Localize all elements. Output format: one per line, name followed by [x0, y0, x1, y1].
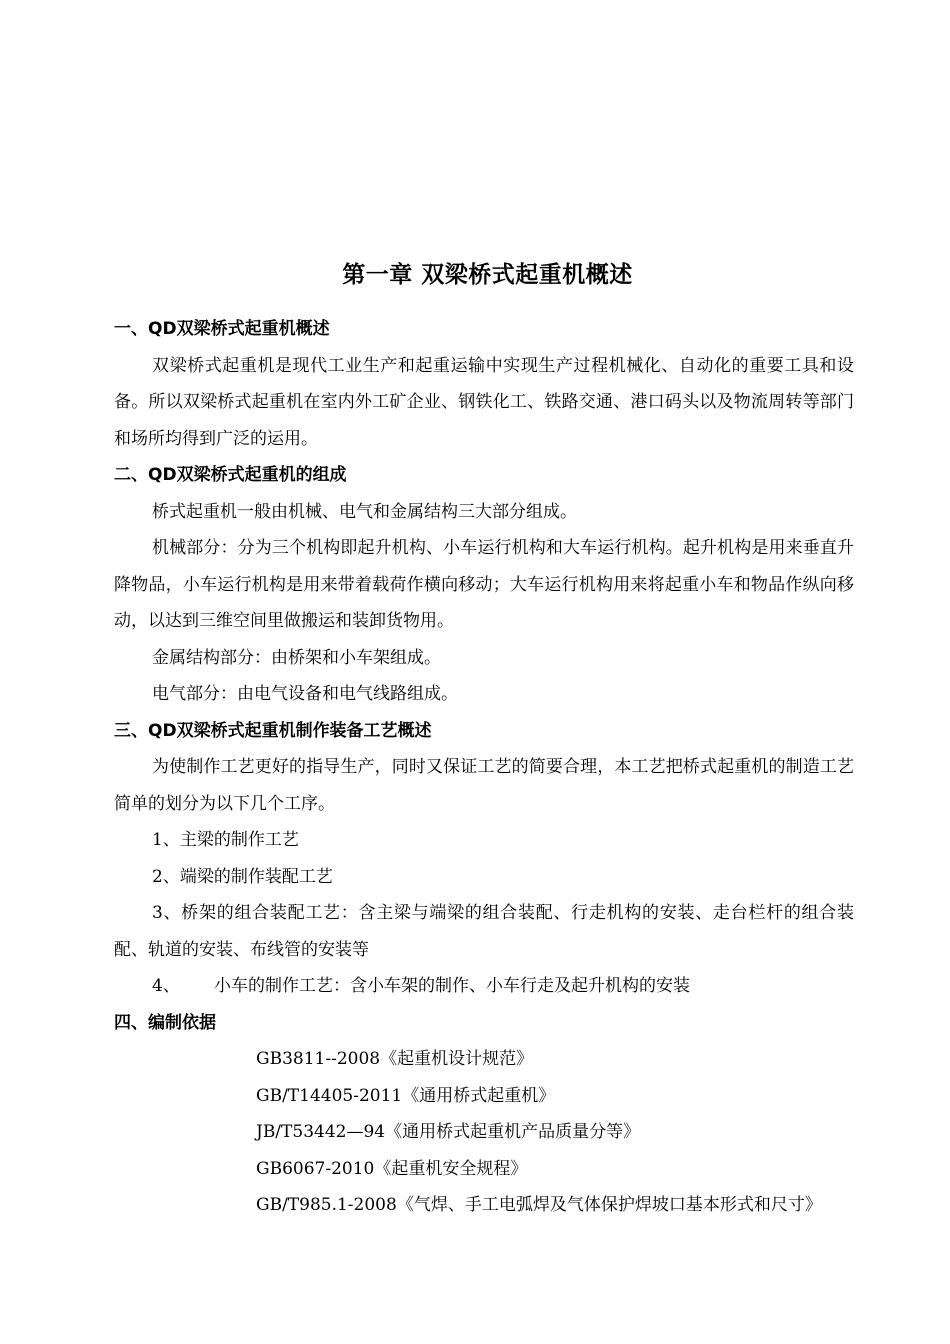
list-item: 1、主梁的制作工艺: [152, 830, 299, 850]
paragraph: 为使制作工艺更好的指导生产，同时又保证工艺的简要合理，本工艺把桥式起重机的制造工艺简单的划分为以下几个工序。: [114, 757, 854, 814]
paragraph: 桥式起重机一般由机械、电气和金属结构三大部分组成。: [152, 501, 577, 522]
list-item: [114, 968, 854, 1005]
reference-item: GB/T14405-2011《通用桥式起重机》: [256, 1085, 556, 1106]
document-body: [114, 311, 854, 1224]
section-heading-4: 四、编制依据: [114, 1012, 216, 1033]
paragraph: 双梁桥式起重机是现代工业生产和起重运输中实现生产过程机械化、自动化的重要工具和设备。所以双梁桥式起重机在室内外工矿企业、钢铁化工、铁路交通、港口码头以及物流周转等部门和场所均得到广泛的运用。: [114, 355, 854, 449]
list-item: 3、桥架的组合装配工艺：含主梁与端梁的组合装配、行走机构的安装、走台栏杆的组合装配、轨道的安装、布线管的安装等: [114, 903, 854, 960]
reference-item: GB/T985.1-2008《气焊、手工电弧焊及气体保护焊坡口基本形式和尺寸》: [256, 1195, 822, 1215]
list-item-number: 4、: [152, 976, 180, 996]
section-heading-3: 三、QD双梁桥式起重机制作装备工艺概述: [114, 720, 432, 741]
paragraph: 金属结构部分：由桥架和小车架组成。: [152, 647, 441, 668]
list-item-text: 小车的制作工艺：含小车架的制作、小车行走及起升机构的安装: [214, 976, 690, 996]
chapter-title: 第一章 双梁桥式起重机概述: [342, 262, 633, 288]
reference-item: JB/T53442—94《通用桥式起重机产品质量分等》: [256, 1122, 641, 1142]
reference-item: GB6067-2010《起重机安全规程》: [256, 1158, 528, 1179]
section-heading-2: 二、QD双梁桥式起重机的组成: [114, 465, 347, 485]
reference-item: GB3811--2008《起重机设计规范》: [256, 1049, 534, 1069]
list-item: 2、端梁的制作装配工艺: [152, 866, 333, 887]
paragraph: 电气部分：由电气设备和电气线路组成。: [152, 684, 458, 704]
section-heading-1: 一、QD双梁桥式起重机概述: [114, 319, 330, 339]
paragraph: 机械部分：分为三个机构即起升机构、小车运行机构和大车运行机构。起升机构是用来垂直升降物品，小车运行机构是用来带着载荷作横向移动；大车运行机构用来将起重小车和物品作纵向移动，以达到三维空间里做搬运和装卸货物用。: [114, 538, 854, 631]
